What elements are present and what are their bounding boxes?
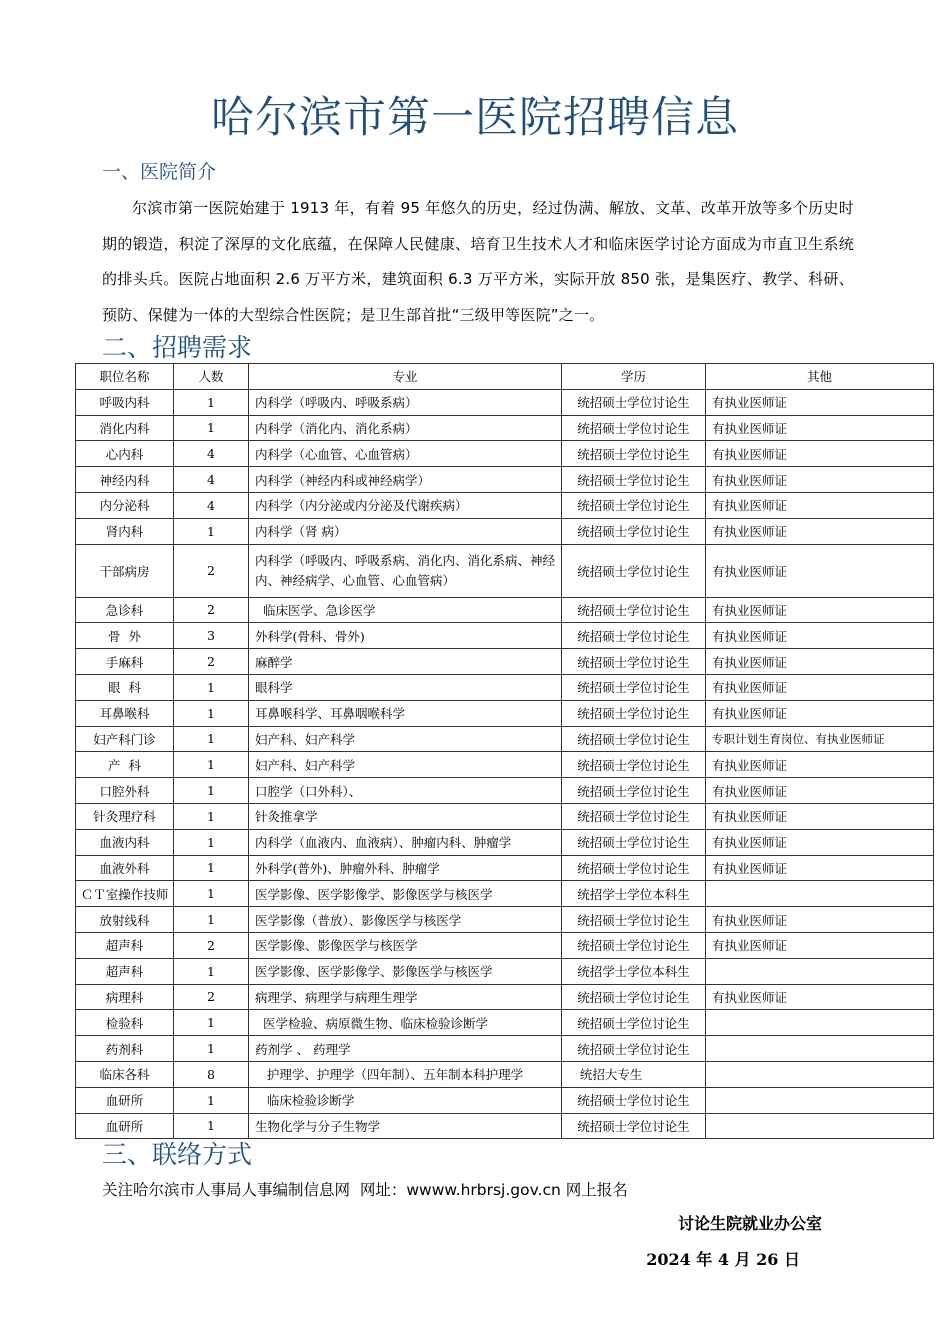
cell-degree: 统招硕士学位讨论生: [562, 907, 706, 933]
cell-count: 1: [174, 907, 249, 933]
cell-count: 4: [174, 467, 249, 493]
cell-count: 1: [174, 1087, 249, 1113]
table-row: [76, 649, 934, 675]
cell-position: 呼吸内科: [76, 389, 174, 415]
cell-position: 眼 科: [76, 674, 174, 700]
cell-other: 有执业医师证: [706, 829, 934, 855]
cell-position: 超声科: [76, 932, 174, 958]
cell-other: 有执业医师证: [706, 803, 934, 829]
cell-position: 骨 外: [76, 623, 174, 649]
cell-count: 2: [174, 984, 249, 1010]
cell-other: [706, 881, 934, 907]
cell-position: 血研所: [76, 1087, 174, 1113]
cell-other: [706, 1087, 934, 1113]
cell-degree: 统招硕士学位讨论生: [562, 1036, 706, 1062]
table-row: [76, 597, 934, 623]
cell-major: 内科学（神经内科或神经病学）: [249, 467, 562, 493]
cell-major: 内科学（内分泌或内分泌及代谢疾病）: [249, 492, 562, 518]
cell-degree: 统招学士学位本科生: [562, 958, 706, 984]
cell-other: 有执业医师证: [706, 518, 934, 544]
table-row: [76, 726, 934, 752]
cell-other: 有执业医师证: [706, 855, 934, 881]
column-header-count: 人数: [174, 364, 249, 390]
cell-count: 2: [174, 597, 249, 623]
cell-degree: 统招硕士学位讨论生: [562, 829, 706, 855]
table-row: [76, 1087, 934, 1113]
section-heading-intro: 一、医院简介: [102, 161, 217, 183]
table-row: [76, 492, 934, 518]
cell-major: 医学影像、医学影像学、影像医学与核医学: [249, 881, 562, 907]
cell-other: 有执业医师证: [706, 492, 934, 518]
recruitment-table: [75, 363, 934, 1139]
cell-other: [706, 1036, 934, 1062]
cell-count: 1: [174, 1010, 249, 1036]
table-row: [76, 467, 934, 493]
table-row: [76, 958, 934, 984]
cell-count: 1: [174, 674, 249, 700]
cell-major: 医学影像、医学影像学、影像医学与核医学: [249, 958, 562, 984]
cell-count: 1: [174, 752, 249, 778]
cell-major: 药剂学 、 药理学: [249, 1036, 562, 1062]
cell-position: 产 科: [76, 752, 174, 778]
cell-major: 内科学（消化内、消化系病）: [249, 415, 562, 441]
hospital-intro-paragraph: 尔滨市第一医院始建于 1913 年，有着 95 年悠久的历史，经过伪满、解放、文革、改革开放等多个历史时期的锻造，积淀了深厚的文化底蕴，在保障人民健康、培育卫生技术人才和临床医学讨论方面成为市直卫生系统的排头兵。医院占地面积 2.6 万平方米，建筑面积 6.3 万平方米，实际开放 850 张，是集医疗、教学、科研、预防、保健为一体的大型综合性医院；是卫生部首批“三级甲等医院”之一。: [102, 199, 854, 324]
cell-other: 有执业医师证: [706, 467, 934, 493]
cell-position: 心内科: [76, 441, 174, 467]
cell-other: 有执业医师证: [706, 778, 934, 804]
cell-position: 病理科: [76, 984, 174, 1010]
cell-major: 病理学、病理学与病理生理学: [249, 984, 562, 1010]
cell-count: 1: [174, 855, 249, 881]
page-title: 哈尔滨市第一医院招聘信息: [211, 93, 739, 143]
cell-major: 外科学(普外)、肿瘤外科、肿瘤学: [249, 855, 562, 881]
cell-other: 有执业医师证: [706, 597, 934, 623]
cell-position: 血液内科: [76, 829, 174, 855]
table-row: [76, 441, 934, 467]
cell-count: 1: [174, 518, 249, 544]
table-row: [76, 881, 934, 907]
table-row: [76, 389, 934, 415]
cell-degree: 统招硕士学位讨论生: [562, 752, 706, 778]
cell-count: 4: [174, 492, 249, 518]
cell-count: 1: [174, 881, 249, 907]
cell-degree: 统招硕士学位讨论生: [562, 441, 706, 467]
table-row: [76, 700, 934, 726]
cell-major: 眼科学: [249, 674, 562, 700]
table-row: [76, 778, 934, 804]
cell-count: 8: [174, 1061, 249, 1087]
cell-major: 临床医学、急诊医学: [249, 597, 562, 623]
cell-other: 有执业医师证: [706, 932, 934, 958]
cell-count: 1: [174, 726, 249, 752]
cell-position: 针灸理疗科: [76, 803, 174, 829]
cell-major: 麻醉学: [249, 649, 562, 675]
table-row: [76, 1010, 934, 1036]
cell-count: 1: [174, 958, 249, 984]
cell-major: 医学影像、影像医学与核医学: [249, 932, 562, 958]
cell-major: 临床检验诊断学: [249, 1087, 562, 1113]
table-row: [76, 907, 934, 933]
cell-count: 1: [174, 829, 249, 855]
cell-other: 有执业医师证: [706, 984, 934, 1010]
cell-major: 妇产科、妇产科学: [249, 726, 562, 752]
cell-major: 生物化学与分子生物学: [249, 1113, 562, 1139]
cell-count: 1: [174, 700, 249, 726]
cell-major: 内科学（肾 病）: [249, 518, 562, 544]
cell-position: 血研所: [76, 1113, 174, 1139]
issuing-office: 讨论生院就业办公室: [677, 1214, 822, 1233]
cell-degree: 统招硕士学位讨论生: [562, 726, 706, 752]
table-row: [76, 518, 934, 544]
table-row: [76, 623, 934, 649]
cell-count: 2: [174, 649, 249, 675]
table-row: [76, 855, 934, 881]
cell-other: [706, 1010, 934, 1036]
cell-other: 有执业医师证: [706, 674, 934, 700]
cell-position: 耳鼻喉科: [76, 700, 174, 726]
cell-position: 妇产科门诊: [76, 726, 174, 752]
cell-position: ＣＴ室操作技师: [76, 881, 174, 907]
cell-position: 临床各科: [76, 1061, 174, 1087]
cell-degree: 统招学士学位本科生: [562, 881, 706, 907]
cell-count: 1: [174, 389, 249, 415]
table-row: [76, 1113, 934, 1139]
cell-major: 内科学（呼吸内、呼吸系病）: [249, 389, 562, 415]
cell-degree: 统招大专生: [562, 1061, 706, 1087]
cell-degree: 统招硕士学位讨论生: [562, 932, 706, 958]
cell-major: 耳鼻喉科学、耳鼻咽喉科学: [249, 700, 562, 726]
cell-position: 神经内科: [76, 467, 174, 493]
cell-position: 内分泌科: [76, 492, 174, 518]
table-header-row: [76, 364, 934, 390]
cell-position: 口腔外科: [76, 778, 174, 804]
table-row: [76, 752, 934, 778]
table-row: [76, 984, 934, 1010]
cell-count: 4: [174, 441, 249, 467]
cell-other: 有执业医师证: [706, 649, 934, 675]
contact-info: 关注哈尔滨市人事局人事编制信息网 网址：wwww.hrbrsj.gov.cn 网上报名: [102, 1181, 628, 1199]
cell-degree: 统招硕士学位讨论生: [562, 855, 706, 881]
cell-count: 3: [174, 623, 249, 649]
cell-degree: 统招硕士学位讨论生: [562, 597, 706, 623]
table-row: [76, 1036, 934, 1062]
cell-degree: 统招硕士学位讨论生: [562, 674, 706, 700]
cell-other: 有执业医师证: [706, 752, 934, 778]
cell-count: 1: [174, 1036, 249, 1062]
cell-count: 1: [174, 1113, 249, 1139]
cell-major: 护理学、护理学（四年制）、五年制本科护理学: [249, 1061, 562, 1087]
table-row: [76, 544, 934, 597]
cell-degree: 统招硕士学位讨论生: [562, 700, 706, 726]
cell-major: 内科学（血液内、血液病）、肿瘤内科、肿瘤学: [249, 829, 562, 855]
cell-count: 1: [174, 415, 249, 441]
table-row: [76, 674, 934, 700]
table-row: [76, 932, 934, 958]
table-row: [76, 829, 934, 855]
cell-position: 药剂科: [76, 1036, 174, 1062]
cell-degree: 统招硕士学位讨论生: [562, 623, 706, 649]
cell-degree: 统招硕士学位讨论生: [562, 492, 706, 518]
cell-position: 血液外科: [76, 855, 174, 881]
cell-position: 干部病房: [76, 544, 174, 597]
cell-degree: 统招硕士学位讨论生: [562, 1113, 706, 1139]
cell-major: 口腔学（口外科）、: [249, 778, 562, 804]
cell-other: 有执业医师证: [706, 441, 934, 467]
cell-count: 2: [174, 932, 249, 958]
issue-date: 2024 年 4 月 26 日: [646, 1250, 800, 1269]
cell-degree: 统招硕士学位讨论生: [562, 518, 706, 544]
cell-position: 急诊科: [76, 597, 174, 623]
table-row: [76, 803, 934, 829]
column-header-position: 职位名称: [76, 364, 174, 390]
cell-major: 内科学（呼吸内、呼吸系病、消化内、消化系病、神经内、神经病学、心血管、心血管病）: [249, 544, 562, 597]
cell-major: 医学影像（普放）、影像医学与核医学: [249, 907, 562, 933]
column-header-degree: 学历: [562, 364, 706, 390]
cell-position: 手麻科: [76, 649, 174, 675]
cell-other: 有执业医师证: [706, 389, 934, 415]
cell-other: 专职计划生育岗位、有执业医师证: [706, 726, 934, 752]
cell-major: 内科学（心血管、心血管病）: [249, 441, 562, 467]
cell-position: 肾内科: [76, 518, 174, 544]
cell-position: 超声科: [76, 958, 174, 984]
cell-position: 消化内科: [76, 415, 174, 441]
table-row: [76, 1061, 934, 1087]
cell-other: [706, 1061, 934, 1087]
cell-other: 有执业医师证: [706, 700, 934, 726]
cell-major: 针灸推拿学: [249, 803, 562, 829]
cell-other: 有执业医师证: [706, 623, 934, 649]
cell-count: 2: [174, 544, 249, 597]
cell-other: 有执业医师证: [706, 415, 934, 441]
cell-count: 1: [174, 803, 249, 829]
table-row: [76, 415, 934, 441]
section-heading-contact: 三、联络方式: [102, 1140, 253, 1169]
cell-degree: 统招硕士学位讨论生: [562, 415, 706, 441]
cell-degree: 统招硕士学位讨论生: [562, 1087, 706, 1113]
cell-other: 有执业医师证: [706, 907, 934, 933]
cell-degree: 统招硕士学位讨论生: [562, 1010, 706, 1036]
cell-major: 外科学(骨科、骨外): [249, 623, 562, 649]
cell-degree: 统招硕士学位讨论生: [562, 389, 706, 415]
cell-position: 检验科: [76, 1010, 174, 1036]
cell-degree: 统招硕士学位讨论生: [562, 649, 706, 675]
section-heading-recruitment: 二、招聘需求: [102, 333, 253, 362]
cell-degree: 统招硕士学位讨论生: [562, 544, 706, 597]
cell-other: 有执业医师证: [706, 544, 934, 597]
cell-degree: 统招硕士学位讨论生: [562, 984, 706, 1010]
cell-degree: 统招硕士学位讨论生: [562, 467, 706, 493]
cell-other: [706, 1113, 934, 1139]
column-header-other: 其他: [706, 364, 934, 390]
cell-major: 妇产科、妇产科学: [249, 752, 562, 778]
cell-other: [706, 958, 934, 984]
cell-degree: 统招硕士学位讨论生: [562, 778, 706, 804]
cell-count: 1: [174, 778, 249, 804]
cell-degree: 统招硕士学位讨论生: [562, 803, 706, 829]
cell-position: 放射线科: [76, 907, 174, 933]
cell-major: 医学检验、病原微生物、临床检验诊断学: [249, 1010, 562, 1036]
column-header-major: 专业: [249, 364, 562, 390]
